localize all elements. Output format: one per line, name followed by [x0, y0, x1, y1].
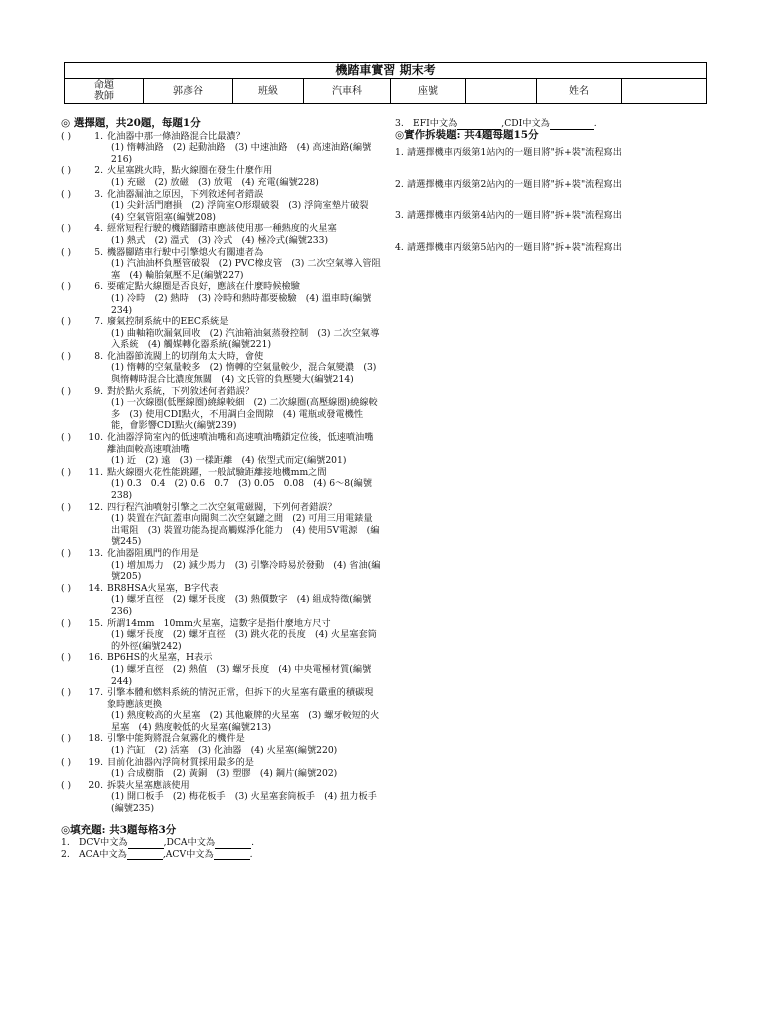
practical-section-title: ◎實作拆裝題: 共4題每題15分 — [395, 128, 539, 141]
question-number: 19. — [88, 756, 103, 768]
mc-question — [61, 165, 381, 188]
fill-item-number: 2. — [61, 848, 70, 860]
mc-question — [61, 548, 381, 583]
fill-blank[interactable] — [215, 837, 251, 849]
answer-blank[interactable]: ( ) — [61, 246, 72, 258]
practical-item — [395, 147, 715, 159]
question-options: (1) 曲軸箱吹漏氣回收 (2) 汽油箱油氣蒸發控制 (3) 二次空氣導入系統 (4) 觸媒轉化器系統(編號221) — [111, 327, 380, 351]
mc-question — [61, 780, 381, 815]
fill-item-end: . — [251, 837, 255, 849]
question-body — [107, 223, 381, 246]
answer-blank[interactable]: ( ) — [61, 316, 72, 328]
question-body — [107, 131, 381, 166]
question-number: 3. — [94, 188, 103, 200]
answer-blank[interactable]: ( ) — [61, 188, 72, 200]
question-number: 14. — [88, 582, 103, 594]
mc-question — [61, 316, 381, 351]
mc-question — [61, 652, 381, 687]
answer-blank[interactable]: ( ) — [61, 281, 72, 293]
question-number: 1. — [94, 130, 103, 142]
question-number: 8. — [94, 350, 103, 362]
fill-item-end: . — [249, 848, 253, 860]
mc-question-list — [61, 131, 381, 815]
practical-question-list — [395, 147, 715, 253]
mc-question — [61, 247, 381, 282]
question-text: 引擎中能夠將混合氣霧化的機件是 — [107, 733, 245, 745]
answer-blank[interactable]: ( ) — [61, 501, 72, 513]
practical-item-number: 2. — [395, 178, 404, 190]
fill-item-prompt-a: EFI中文為 — [413, 118, 458, 129]
answer-blank[interactable]: ( ) — [61, 779, 72, 791]
question-number: 2. — [94, 165, 103, 177]
fill-item-prompt-a: DCV中文為 — [79, 837, 128, 849]
question-text: 目前化油器內浮筒材質採用最多的是 — [107, 756, 254, 768]
answer-blank[interactable]: ( ) — [61, 350, 72, 362]
fill-item-number: 3. — [395, 118, 404, 129]
question-text: 四行程汽油噴射引擎之二次空氣電磁閥，下列何者錯誤？ — [107, 501, 337, 513]
fill-item — [61, 849, 381, 861]
question-options: (1) 惰轉的空氣量較多 (2) 惰轉的空氣量較少，混合氣變濃 (3) 與惰轉時混合比濃度無關 (4) 文氏管的負壓變大(編號214) — [111, 362, 377, 386]
mc-question — [61, 467, 381, 502]
answer-blank[interactable]: ( ) — [61, 733, 72, 745]
question-text: 化油器阻風門的作用是 — [107, 547, 199, 559]
question-text: 火星塞跳火時，點火線圈在發生什麼作用 — [107, 165, 273, 177]
question-options: (1) 熱度較高的火星塞 (2) 其他廠牌的火星塞 (3) 螺牙較短的火星塞 (4) 熱度較低的火星塞(編號213) — [111, 710, 380, 733]
question-body — [107, 386, 381, 432]
question-body — [107, 189, 381, 224]
question-text: 對於點火系統，下列敘述何者錯誤？ — [107, 385, 254, 397]
question-options: (1) 近 (2) 遠 (3) 一樣距離 (4) 依型式而定(編號201) — [111, 455, 347, 467]
practical-item-text: 請選擇機車丙級第5站內的一題目將"拆+裝"流程寫出 — [407, 241, 622, 253]
mc-question — [61, 618, 381, 653]
fill-blank[interactable] — [128, 837, 164, 849]
answer-blank[interactable]: ( ) — [61, 617, 72, 629]
fill-item-prompt-a: ACA中文為 — [79, 848, 127, 860]
question-number: 11. — [88, 466, 103, 478]
teacher-label: 命題 教師 — [65, 79, 144, 104]
question-options: (1) 0.3 0.4 (2) 0.6 0.7 (3) 0.05 0.08 (4) 6～8(編號238) — [111, 478, 373, 501]
answer-blank[interactable]: ( ) — [61, 165, 72, 177]
answer-blank[interactable]: ( ) — [61, 130, 72, 142]
question-number: 5. — [94, 246, 103, 258]
question-text: 引擎本體和燃料系統的情況正常，但拆下的火星塞有嚴重的積碳現象時應該更換 — [107, 687, 374, 710]
question-number: 16. — [88, 652, 103, 664]
practical-item — [395, 179, 715, 191]
question-options: (1) 裝置在汽缸蓋車向閥與二次空氣罐之間 (2) 可用三用電錶量出電阻 (3) 裝置功能為提高觸媒淨化能力 (4) 使用5V電源 (編號245) — [111, 513, 380, 548]
right-column — [395, 118, 715, 274]
question-number: 20. — [88, 779, 103, 791]
question-body — [107, 757, 381, 780]
mc-question — [61, 223, 381, 246]
fill-item-3 — [395, 118, 715, 130]
question-number: 15. — [88, 617, 103, 629]
mc-question — [61, 687, 381, 733]
question-body — [107, 247, 381, 282]
question-options: (1) 一次線圈(低壓線圈)繞線較細 (2) 二次線圈(高壓線圈)繞線較多 (3) 使用CDI點火，不用調白金間隙 (4) 電瓶或發電機性能，會影響CDI點火(編號239) — [111, 397, 378, 432]
question-options: (1) 充磁 (2) 放磁 (3) 放電 (4) 充電(編號228) — [111, 176, 319, 188]
question-number: 7. — [94, 316, 103, 328]
question-body — [107, 316, 381, 351]
mc-question — [61, 189, 381, 224]
mc-question — [61, 432, 381, 467]
fill-item-prompt-b: ,CDI中文為 — [501, 118, 550, 129]
mc-section-title: ◎ 選擇題，共20題，每題1分 — [61, 117, 201, 129]
question-options: (1) 增加馬力 (2) 減少馬力 (3) 引擎冷時易於發動 (4) 省油(編號205) — [111, 559, 381, 583]
question-number: 12. — [88, 501, 103, 513]
practical-item-text: 請選擇機車丙級第1站內的一題目將"拆+裝"流程寫出 — [407, 147, 622, 159]
name-value[interactable] — [622, 79, 707, 104]
fill-item-prompt-b: ,DCA中文為 — [163, 837, 216, 849]
question-options: (1) 熱式 (2) 溫式 (3) 冷式 (4) 極冷式(編號233) — [111, 234, 329, 246]
seat-label: 座號 — [391, 79, 466, 104]
question-number: 9. — [94, 385, 103, 397]
question-text: BP6HS的火星塞，H表示 — [107, 652, 213, 664]
question-body — [107, 467, 381, 502]
question-options: (1) 尖針活門磨損 (2) 浮筒室O形環破裂 (3) 浮筒室墊片破裂 (4) 空氣管阻塞(編號208) — [111, 200, 378, 223]
mc-question — [61, 502, 381, 548]
practical-item-text: 請選擇機車丙級第4站內的一題目將"拆+裝"流程寫出 — [407, 210, 622, 222]
question-text: 機器腳踏車行駛中引擎熄火有關連者為 — [107, 246, 264, 258]
question-text: 化油器節流閥上的切削角太大時，會使 — [107, 350, 264, 362]
question-body — [107, 432, 381, 467]
answer-blank[interactable]: ( ) — [61, 756, 72, 768]
question-text: 化油器漏油之原因，下列敘述何者錯誤 — [107, 188, 264, 200]
fill-blank[interactable] — [550, 118, 594, 130]
question-text: 化油器中那一條油路混合比最濃？ — [107, 130, 245, 142]
question-number: 13. — [88, 547, 103, 559]
exam-title: 機踏車實習 期末考 — [65, 63, 707, 79]
answer-blank[interactable]: ( ) — [61, 547, 72, 559]
seat-value[interactable] — [466, 79, 537, 104]
question-options: (1) 螺牙直徑 (2) 熱值 (3) 螺牙長度 (4) 中央電極材質(編號244) — [111, 663, 372, 687]
answer-blank[interactable]: ( ) — [61, 652, 72, 664]
answer-blank[interactable]: ( ) — [61, 466, 72, 478]
practical-item-number: 4. — [395, 241, 404, 253]
fill-item-prompt-b: ,ACV中文為 — [162, 848, 214, 860]
mc-question — [61, 281, 381, 316]
question-options: (1) 冷時 (2) 熱時 (3) 冷時和熱時都要檢驗 (4) 溫車時(編號234) — [111, 292, 372, 316]
question-options: (1) 惰轉油路 (2) 起動油路 (3) 中速油路 (4) 高速油路(編號216) — [111, 142, 372, 165]
question-number: 10. — [88, 432, 103, 444]
mc-question — [61, 386, 381, 432]
teacher-name: 郭彥谷 — [144, 79, 233, 104]
question-number: 17. — [88, 687, 103, 699]
question-number: 4. — [94, 223, 103, 235]
class-value: 汽車科 — [304, 79, 391, 104]
name-label: 姓名 — [537, 79, 622, 104]
question-body — [107, 548, 381, 583]
question-text: 點火線圈火花性能跳躍，一般試驗距離接地機mm之間 — [107, 466, 327, 478]
question-options: (1) 汽油油杯負壓管破裂 (2) PVC橡皮管 (3) 二次空氣導入管阻塞 (4) 輪胎氣壓不足(編號227) — [111, 258, 381, 281]
mc-question — [61, 733, 381, 756]
question-text: 所謂14mm 10mm火星塞，這數字是指什麼地方尺寸 — [107, 617, 331, 629]
fill-section-title: ◎填充題: 共3題每格3分 — [61, 823, 177, 836]
mc-question — [61, 583, 381, 618]
question-body — [107, 281, 381, 316]
answer-blank[interactable]: ( ) — [61, 385, 72, 397]
fill-blank[interactable] — [457, 118, 501, 130]
practical-item-number: 1. — [395, 147, 404, 159]
question-body — [107, 687, 381, 733]
mc-question — [61, 131, 381, 166]
fill-blank[interactable] — [127, 849, 163, 861]
fill-question-list — [61, 837, 381, 860]
question-options: (1) 螺牙直徑 (2) 螺牙長度 (3) 熱價數字 (4) 組成特徵(編號236) — [111, 594, 372, 617]
question-text: 要確定點火線圈是否良好，應該在什麼時候檢驗 — [107, 281, 300, 293]
question-body — [107, 351, 381, 386]
question-text: 經常短程行駛的機踏腳踏車應該使用那一種熱度的火星塞 — [107, 223, 337, 235]
mc-question — [61, 757, 381, 780]
question-options: (1) 開口板手 (2) 梅花板手 (3) 火星塞套筒板手 (4) 扭力板手(編號235) — [111, 791, 377, 815]
fill-item-number: 1. — [61, 837, 70, 849]
practical-item-text: 請選擇機車丙級第2站內的一題目將"拆+裝"流程寫出 — [407, 178, 622, 190]
question-number: 6. — [94, 281, 103, 293]
question-body — [107, 583, 381, 618]
question-body — [107, 618, 381, 653]
answer-blank[interactable]: ( ) — [61, 223, 72, 235]
question-body — [107, 733, 381, 756]
question-options: (1) 汽缸 (2) 活塞 (3) 化油器 (4) 火星塞(編號220) — [111, 745, 338, 757]
fill-item — [61, 837, 381, 849]
question-number: 18. — [88, 733, 103, 745]
exam-header-table — [64, 62, 707, 104]
question-text: BR8HSA火星塞，B字代表 — [107, 582, 219, 594]
question-options: (1) 合成樹脂 (2) 黃銅 (3) 塑膠 (4) 鋼片(編號202) — [111, 768, 338, 780]
question-text: 廢氣控制系統中的EEC系統是 — [107, 316, 229, 328]
practical-item — [395, 210, 715, 222]
question-body — [107, 652, 381, 687]
answer-blank[interactable]: ( ) — [61, 687, 72, 699]
left-column — [61, 118, 381, 860]
question-text: 拆裝火星塞應該使用 — [107, 779, 190, 791]
answer-blank[interactable]: ( ) — [61, 582, 72, 594]
fill-item-end: . — [593, 118, 597, 129]
question-body — [107, 502, 381, 548]
class-label: 班級 — [233, 79, 304, 104]
fill-blank[interactable] — [214, 849, 250, 861]
practical-item-number: 3. — [395, 210, 404, 222]
question-body — [107, 165, 381, 188]
answer-blank[interactable]: ( ) — [61, 432, 72, 444]
question-options: (1) 螺牙長度 (2) 螺牙直徑 (3) 跳火花的長度 (4) 火星塞套筒的外徑(編號242) — [111, 629, 377, 652]
question-text: 化油器浮筒室內的低速噴油嘴和高速噴油嘴鎖定位後，低速噴油嘴離油面較高速噴油嘴 — [107, 432, 374, 455]
practical-item — [395, 242, 715, 254]
question-body — [107, 780, 381, 815]
mc-question — [61, 351, 381, 386]
